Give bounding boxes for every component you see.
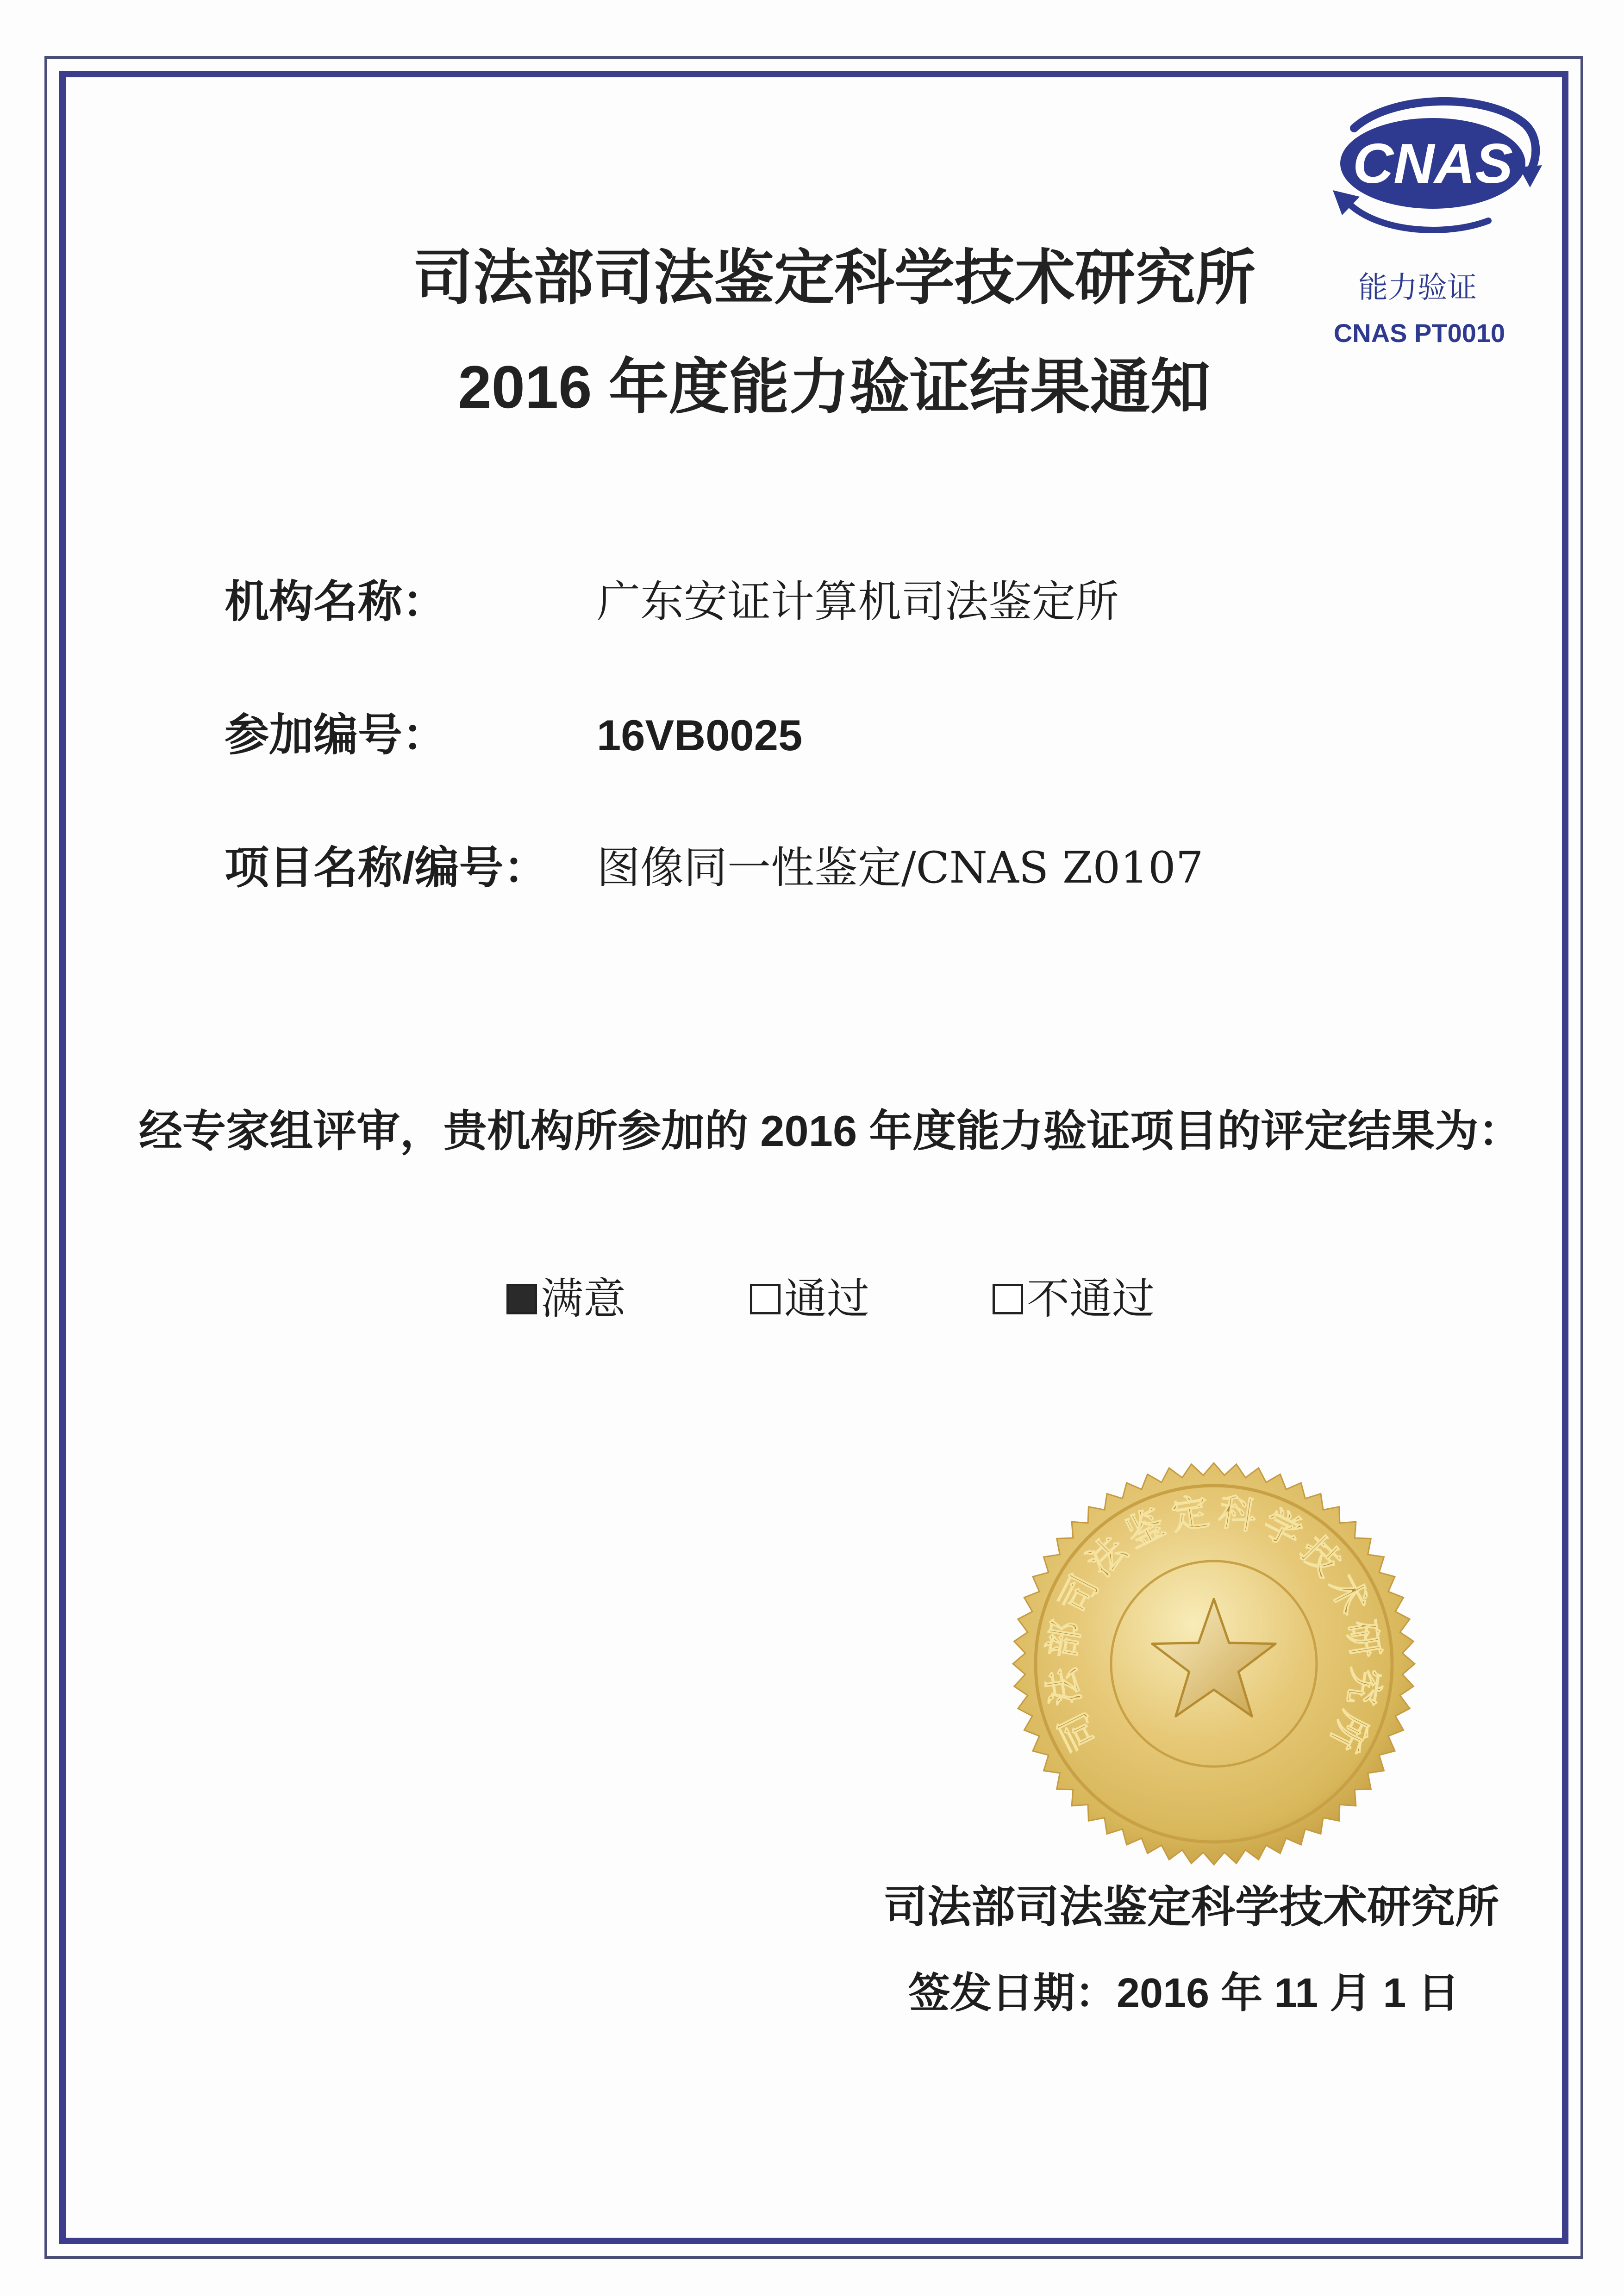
result-label-pass: 通过 bbox=[784, 1274, 870, 1324]
logo-code: CNAS PT0010 bbox=[1333, 318, 1505, 348]
evaluation-statement: 经专家组评审，贵机构所参加的 2016 年度能力验证项目的评定结果为： bbox=[139, 1107, 1522, 1155]
logo-caption: 能力验证 bbox=[1358, 271, 1477, 305]
field-label-participant-number: 参加编号： bbox=[225, 710, 447, 760]
issuer-name: 司法部司法鉴定科学技术研究所 bbox=[883, 1883, 1499, 1932]
result-option-pass bbox=[750, 1276, 869, 1322]
issue-date-label: 签发日期： bbox=[908, 1970, 1117, 2016]
gold-seal bbox=[1010, 1460, 1418, 1867]
title-notice: 2016 年度能力验证结果通知 bbox=[458, 353, 1211, 421]
result-option-fail bbox=[993, 1276, 1155, 1322]
cnas-logo bbox=[1322, 86, 1544, 243]
issue-date-value: 2016 年 11 月 1 日 bbox=[1117, 1970, 1460, 2016]
field-value-institution: 广东安证计算机司法鉴定所 bbox=[597, 577, 1119, 627]
checkbox-fail bbox=[993, 1284, 1023, 1314]
result-label-satisfied: 满意 bbox=[541, 1274, 626, 1324]
result-label-fail: 不通过 bbox=[1027, 1274, 1155, 1324]
issue-date-line bbox=[908, 1970, 1459, 2016]
field-label-institution: 机构名称： bbox=[225, 577, 447, 627]
checkbox-pass bbox=[750, 1284, 781, 1314]
checkbox-satisfied bbox=[506, 1284, 537, 1314]
cnas-logo-arc-bottom bbox=[1350, 205, 1488, 230]
field-value-project: 图像同一性鉴定/CNAS Z0107 bbox=[597, 843, 1204, 893]
field-value-participant-number: 16VB0025 bbox=[597, 711, 803, 759]
field-label-project: 项目名称/编号： bbox=[225, 843, 548, 893]
result-option-satisfied bbox=[506, 1276, 626, 1322]
cnas-logo-text: CNAS bbox=[1353, 132, 1513, 195]
seal-lettering-path: 司法部司法鉴定科学技术研究所 bbox=[1039, 1489, 1388, 1758]
title-institute: 司法部司法鉴定科学技术研究所 bbox=[412, 244, 1255, 311]
